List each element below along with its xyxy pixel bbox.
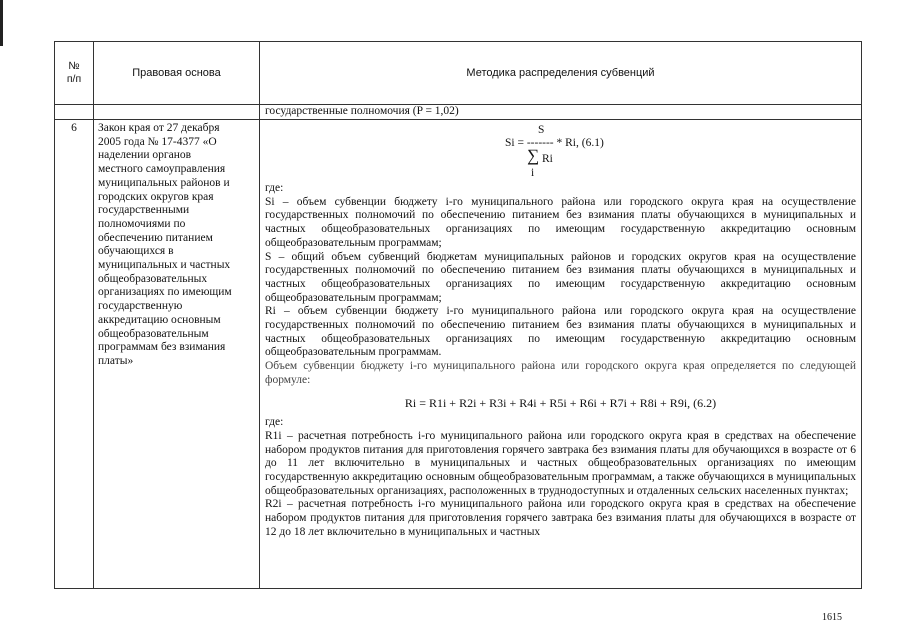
subsidy-table xyxy=(54,41,862,589)
continuation-text: государственные полномочия (P = 1,02) xyxy=(260,105,862,120)
formula-sum-term: Ri xyxy=(542,153,553,165)
formula-sum-index: i xyxy=(531,167,535,179)
formula-6-2: Ri = R1i + R2i + R3i + R4i + R5i + R6i + R7i + R8i + R9i, (6.2) xyxy=(404,395,717,410)
definition-ri: Ri – объем субвенции бюджету i-го муниципального района или городского округа края на осуществление государственных полномочий по обеспечению питанием без взимания платы обучающихся в муниципальных и частных общеобразовательных организациях по имеющим государственную аккредитацию основным общеобразовательным программам. xyxy=(265,305,856,359)
definition-s: S – общий объем субвенций бюджетам муниципальных районов и городских округов края на осуществление государственных полномочий по обеспечению питанием без взимания платы обучающихся в муниципальных и частных общеобразовательных организациях по имеющим государственную аккредитацию основным общеобразовательным программам; xyxy=(265,250,856,304)
continuation-row xyxy=(55,105,862,120)
formula-numerator: S xyxy=(538,124,545,136)
definition-r2i: R2i – расчетная потребность i-го муниципального района или городского округа края в средствах на обеспечение набором продуктов питания для приготовления горячего завтрака без взимания платы для обучающихся в возрасте от 12 до 18 лет включительно в муниципальных и частных xyxy=(265,498,856,538)
table-header-row xyxy=(55,42,862,105)
page-number: 1615 xyxy=(822,612,842,623)
table-row xyxy=(55,120,862,589)
continuation-empty-2 xyxy=(94,105,260,120)
legal-basis-text: Закон края от 27 декабря 2005 года № 17-4377 «О наделении органов местного самоуправления муниципальных районов и городских округов края государственными полномочиями по обеспечению питанием обучающихся в муниципальных и частных общеобразовательных организациях по имеющим государственную аккредитацию основным общеобразовательным программам без взимания платы» xyxy=(98,122,232,367)
header-number-label: № п/п xyxy=(66,60,82,85)
where-label-1: где: xyxy=(265,182,284,194)
formula-intro: Объем субвенции бюджету i-го муниципального района или городского округа края определяется по следующей формуле: xyxy=(265,360,856,386)
where-label-2: где: xyxy=(265,416,284,429)
continuation-empty-1 xyxy=(55,105,94,120)
definition-si: Si – объем субвенции бюджету i-го муниципального района или городского округа края на осуществление государственных полномочий по обеспечению питанием без взимания платы обучающихся в муниципальных и частных общеобразовательных организациях по имеющим государственную аккредитацию основным общеобразовательным программам; xyxy=(265,195,856,249)
formula-6-1 xyxy=(265,120,856,182)
header-number xyxy=(55,42,94,105)
legal-basis-cell xyxy=(94,120,260,589)
scan-edge-mark xyxy=(0,0,3,46)
row-number: 6 xyxy=(55,120,94,589)
formula-lhs: Si = ------- * Ri, (6.1) xyxy=(505,137,604,149)
methodology-cell xyxy=(260,120,862,589)
definition-r1i: R1i – расчетная потребность i-го муниципального района или городского округа края в средствах на обеспечение набором продуктов питания для приготовления горячего завтрака без взимания платы для обучающихся в возрасте от 6 до 11 лет включительно в муниципальных и частных общеобразовательных организациях по имеющим государственную аккредитацию основным общеобразовательным программам, а также обучающихся в муниципальных общеобразовательных организациях, расположенных в труднодоступных и отдаленных сельских населенных пунктах; xyxy=(265,429,856,497)
sum-sign: ∑ xyxy=(527,146,540,165)
header-legal-basis: Правовая основа xyxy=(94,42,260,105)
header-methodology: Методика распределения субвенций xyxy=(260,42,862,105)
